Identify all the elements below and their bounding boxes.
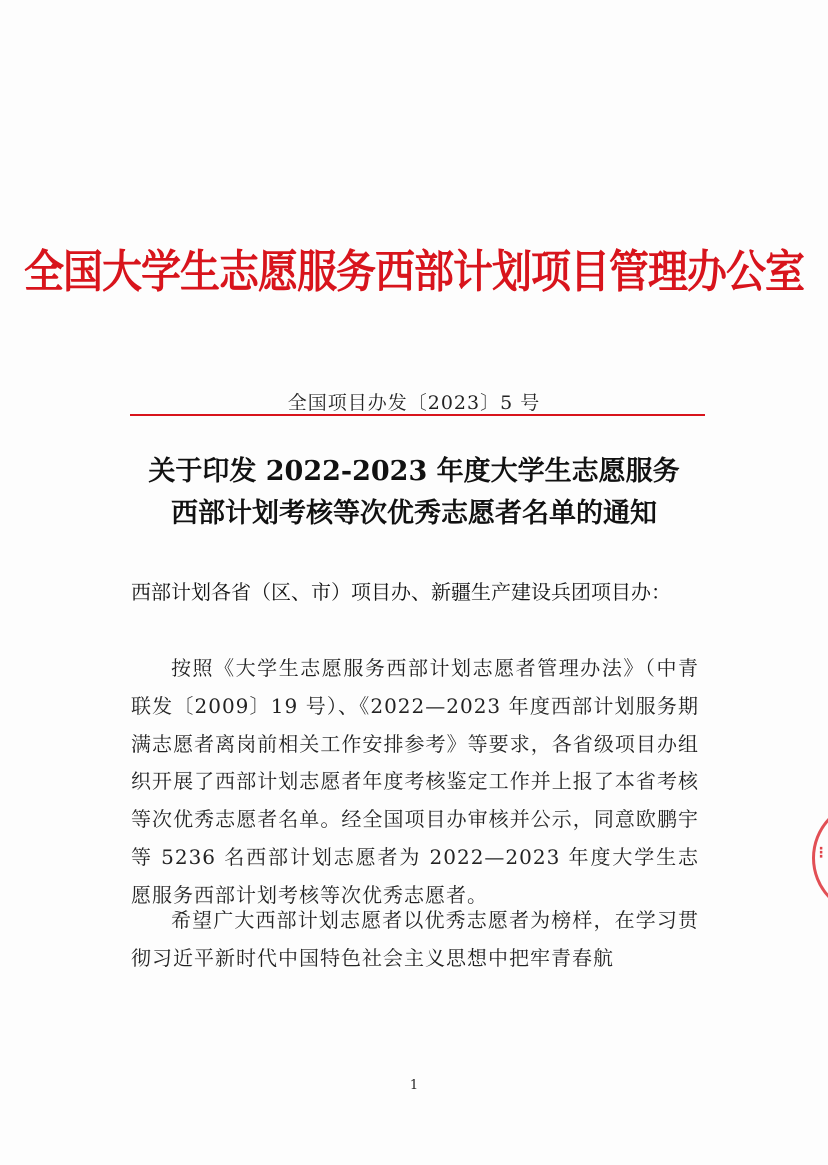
seal-fragment-icon: ⋮ <box>814 845 828 861</box>
body-paragraph-1: 按照《大学生志愿服务西部计划志愿者管理办法》（中青联发〔2009〕19 号）、《2022—2023 年度西部计划服务期满志愿者离岗前相关工作安排参考》等要求，各省级项目办组织开展了西部计划志愿者年度考核鉴定工作并上报了本省考核等次优秀志愿者名单。经全国项目办审核并公示，同意欧鹏宇等 5236 名西部计划志愿者为 2022—2023 年度大学生志愿服务西部计划考核等次优秀志愿者。 <box>131 656 699 907</box>
title-line-1: 关于印发 2022-2023 年度大学生志愿服务 <box>148 456 680 487</box>
document-number: 全国项目办发〔2023〕5 号 <box>287 392 541 414</box>
page-number: 1 <box>409 1078 419 1093</box>
issuer-masthead: 全国大学生志愿服务西部计划项目管理办公室 <box>24 245 804 299</box>
body-paragraph-2: 希望广大西部计划志愿者以优秀志愿者为榜样，在学习贯彻习近平新时代中国特色社会主义思想中把牢青春航 <box>131 908 699 970</box>
document-title <box>0 451 828 535</box>
red-divider-line <box>130 414 705 416</box>
addressee: 西部计划各省（区、市）项目办、新疆生产建设兵团项目办： <box>131 580 671 604</box>
title-line-2: 西部计划考核等次优秀志愿者名单的通知 <box>171 498 657 529</box>
